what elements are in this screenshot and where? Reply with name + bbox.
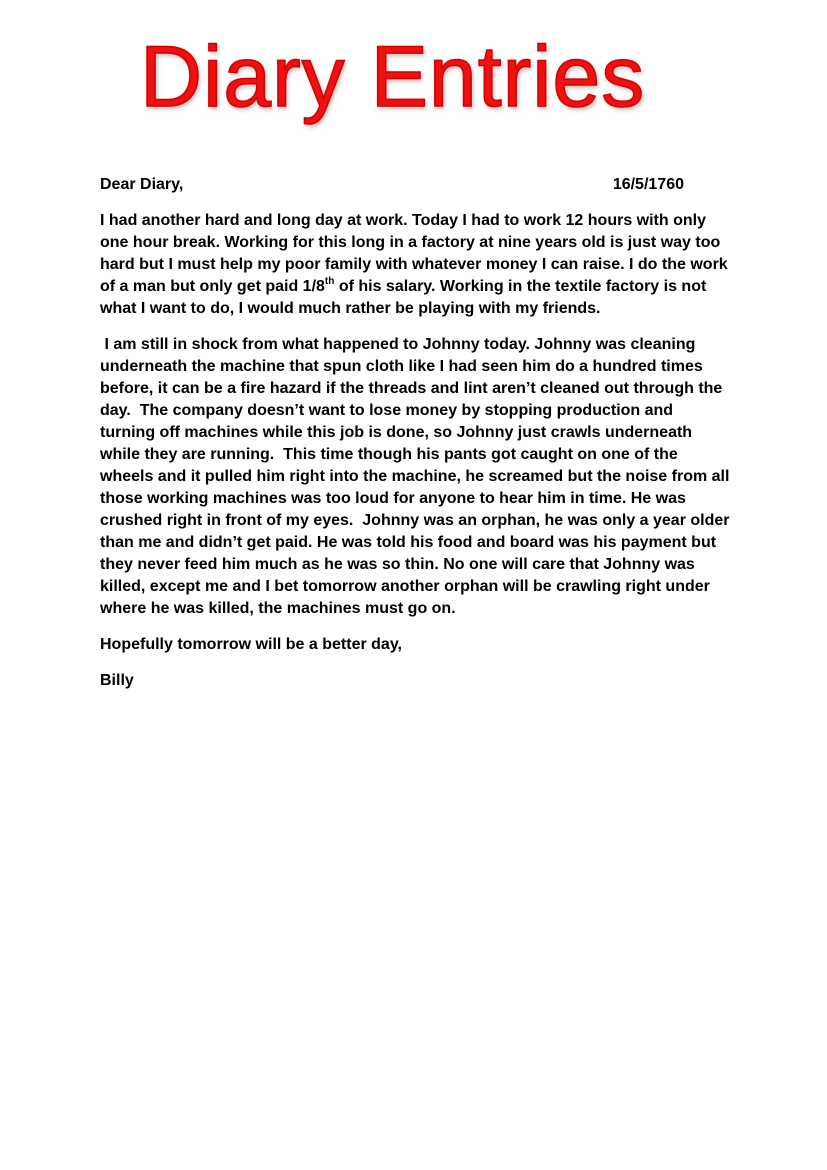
signature: Billy [100,672,134,689]
paragraph-1-text-a: I had another hard and long day at work. Today I had to work 12 hours with only one hour break. Working for this long in a factory at nine years old is just way too hard but I must help my poor family with whatever money I can raise. I do the work of a man but only get paid 1/8 [100,212,733,295]
ordinal-superscript: th [324,276,335,287]
closing-line: Hopefully tomorrow will be a better day, [100,636,402,653]
paragraph-2: I am still in shock from what happened to Johnny today. Johnny was cleaning underneath the machine that spun cloth like I had seen him do a hundred times before, it can be a fire hazard if the threads and lint aren’t cleaned out through the day. The company doesn’t want to lose money by stopping production and turning off machines while this job is done, so Johnny just crawls underneath while they are running. This time though his pants got caught on one of the wheels and it pulled him right into the machine, he screamed but the noise from all those working machines was too loud for anyone to hear him in time. He was crushed right in front of my eyes. Johnny was an orphan, he was only a year older than me and didn’t get paid. He was told his food and board was his payment but they never feed him much as he was so thin. No one will care that Johnny was killed, except me and I bet tomorrow another orphan will be crawling right under where he was killed, the machines must go on. [100,336,734,617]
page-title: Diary Entries [140,29,646,125]
paragraph-1-text-b: of his salary. Working in the textile factory is not what I want to do, I would much rather be playing with my friends. [100,278,711,317]
entry-header [100,174,684,196]
diary-entry [100,174,734,706]
greeting: Dear Diary, [100,176,184,193]
paragraph-1 [100,210,733,320]
entry-date: 16/5/1760 [612,176,684,193]
